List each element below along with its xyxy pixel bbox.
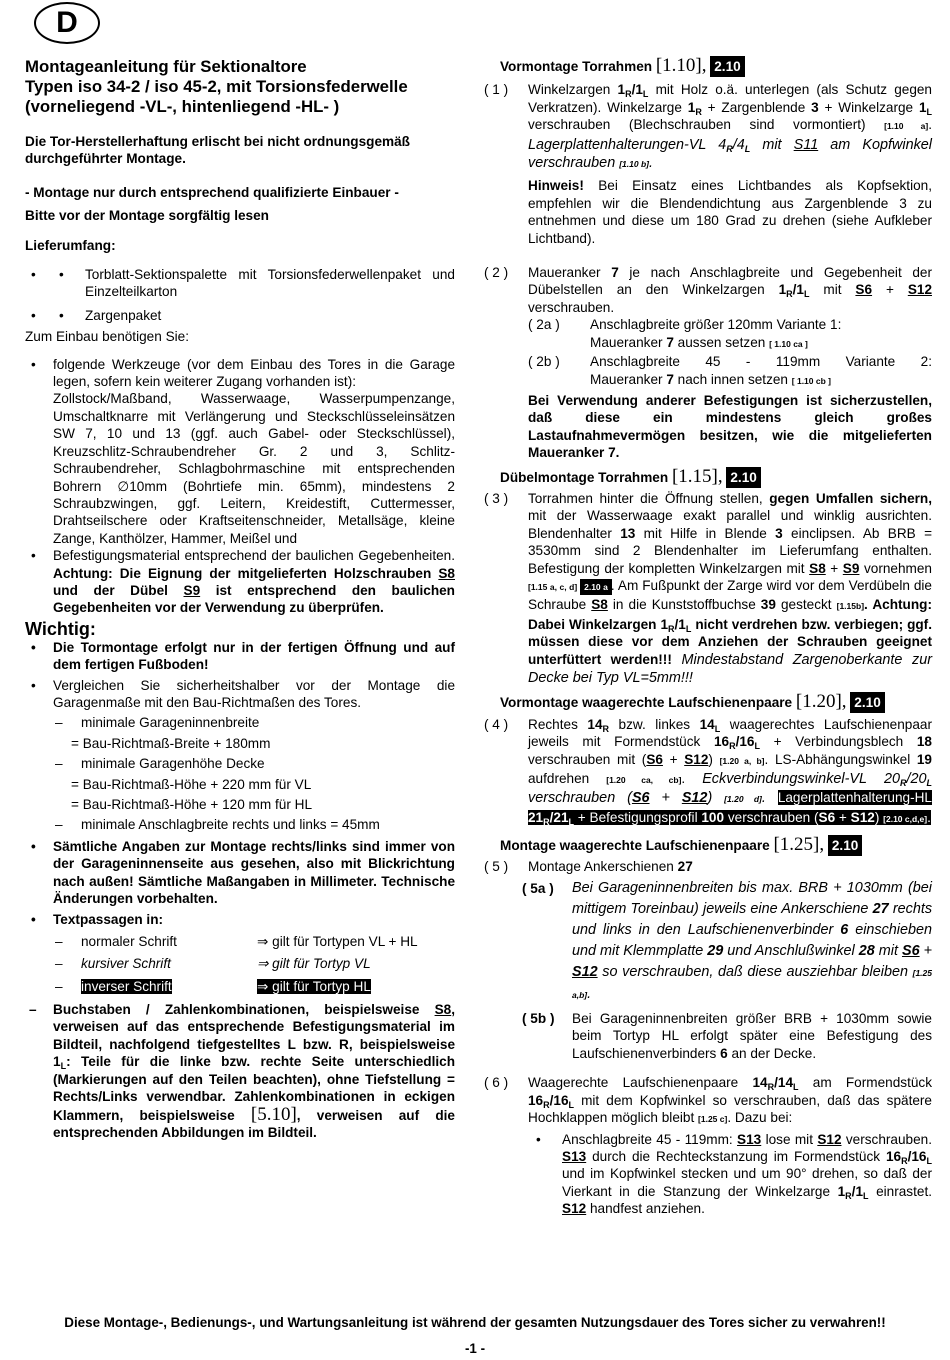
- text-inverse-value: ⇒ gilt für Tortyp HL: [257, 978, 371, 994]
- text-heading: • Textpassagen in:: [25, 911, 455, 928]
- legend-text-b: , verweisen auf das entsprechende Befestigungsmaterial im Bildteil, nachfolgend tiefgestelltes L bzw. R, beispielsweise 1: [53, 1002, 455, 1070]
- title-line-3: (vorneliegend -VL-, hintenliegend -HL- ): [25, 97, 340, 116]
- warranty-note: Die Tor-Herstellerhaftung erlischt bei nicht ordnungsgemäß durchgeführter Montage.: [25, 134, 410, 167]
- step-3-number: ( 3 ): [484, 490, 509, 506]
- title-line-2: Typen iso 34-2 / iso 45-2, mit Torsionsfederwelle: [25, 77, 408, 96]
- heading-duebelmontage: Dübelmontage Torrahmen [1.15], 2.10: [484, 468, 932, 486]
- scope-item-2: • • Zargenpaket: [25, 307, 455, 324]
- dim-2-eq-vl: = Bau-Richtmaß-Höhe + 220 mm für VL: [71, 776, 312, 792]
- text-normal-label: normaler Schrift: [81, 933, 177, 949]
- page-number: -1 -: [464, 1341, 486, 1356]
- legend-text-d: , verweisen auf die entsprechenden Abbildungen im Bildteil.: [53, 1107, 455, 1140]
- dim-2-eq-hl: = Bau-Richtmaß-Höhe + 120 mm für HL: [71, 797, 313, 812]
- dim-3: – minimale Anschlagbreite rechts und links = 45mm: [25, 816, 455, 833]
- step-5: ( 5 ) Montage Ankerschienen 27: [484, 858, 693, 874]
- legend-text-a: Buchstaben / Zahlenkombinationen, beispielsweise: [53, 1002, 435, 1018]
- heading-vormontage-laufschienen: Vormontage waagerechte Laufschienenpaare [1.20], 2.10: [484, 693, 932, 711]
- step-2a-number: ( 2a ): [528, 317, 560, 333]
- text-italic-value: ⇒ gilt für Tortyp VL: [257, 956, 371, 972]
- scope-item-1: • • Torblatt-Sektionspalette mit Torsionsfederwellenpaket und Einzelteilkarton: [25, 266, 455, 301]
- title-line-1: Montageanleitung für Sektionaltore: [25, 57, 307, 76]
- important-3: • Sämtliche Angaben zur Montage rechts/links sind immer von der Garageninnenseite aus gesehen, also mit Blickrichtung nach außen! Sämtliche Maßangaben in Millimeter. Technische Änderungen vorbehalten.: [25, 838, 455, 908]
- legend-paragraph: – Buchstaben / Zahlenkombinationen, beispielsweise S8, verweisen auf das entsprechende Befestigungsmaterial im Bildteil, nachfolgend tiefgestelltes L bzw. R, beispielsweise $1_L$: Teile für die linke bzw. rechte Seite unterschiedlich (Markierungen auf den Teilen beachten), ohne Tiefstellung = Rechts/Links verwendbar. Zahlenkombinationen in eckigen Klammern, beispielsweise [5.10], verweisen auf die entsprechenden Abbildungen im Bildteil.: [29, 1002, 455, 1140]
- text-italic-label: kursiver Schrift: [81, 956, 171, 972]
- text-inverse-label: inverser Schrift: [81, 978, 172, 994]
- right-column: [484, 57, 932, 1218]
- step-5b-number: ( 5b ): [522, 1011, 555, 1027]
- text-inverse-row: [25, 978, 455, 995]
- step-2b: ( 2b ) Anschlagbreite 45 - 119mm Variante 2: Maueranker 7 nach innen setzen [ 1.10 cb ]: [528, 354, 932, 387]
- scope-heading: Lieferumfang:: [25, 237, 116, 253]
- ref-s9: S9: [183, 582, 201, 598]
- step-6: ( 6 ) Waagerechte Laufschienenpaare $14_R/14_L$ am Formendstück $16_R/16_L$ mit dem Kopfwinkel so verschrauben, daß das spätere Hochklappen möglich bleibt [1.25 c]. Dazu bei:: [484, 1075, 933, 1126]
- step-1: ( 1 ) Winkelzargen $1_R/1_L$ mit Holz o.ä. unterlegen (als Schutz gegen Verkratzen). Winkelzarge $1_R$ + Zargenblende 3 + Winkelzarge $1_L$ verschrauben (Blechschrauben sind vormontiert) [1.10 a]. Lagerplattenhalterungen-VL $4_R/4_L$ mit S11 am Kopfwinkel verschrauben [1.10 b]. Hinweis! Bei Einsatz eines Lichtbandes als Kopfsektion, empfehlen wir die Blendendichtung aus Zargenblende 3 zu entnehmen und diese um 180 Grad zu drehen (siehe Aufkleber Lichtband).: [484, 82, 932, 246]
- heading-vormontage-torrahmen: Vormontage Torrahmen [1.10], 2.10: [484, 57, 932, 75]
- text-normal-value: ⇒ gilt für Tortypen VL + HL: [257, 933, 418, 949]
- legend-sub-l: L: [60, 1061, 67, 1072]
- fixing-text-b: Achtung: Die Eignung der mitgelieferten Holzschrauben: [53, 565, 439, 581]
- step-3: ( 3 ) Torrahmen hinter die Öffnung stellen, gegen Umfallen sichern, mit der Wasserwaage exakt parallel und winklig ausrichten. Blendenhalter 13 mit Hilfe in Blende 3 einclipsen. Ab BRB = 3530mm sind 2 Blendenhalter im Lieferumfang enthalten. Befestigung der kompletten Winkelzargen mit S8 + S9 vornehmen [1.15 a, c, d] 2.10 a . Am Fußpunkt der Zarge wird vor dem Verdübeln die Schraube S8 in die Kunststoffbuchse 39 gesteckt [1.15b]. Achtung: Dabei Winkelzargen $1_R/1_L$ nicht verdrehen bzw. verbiegen; ggf. müssen diese vor dem Anziehen der Schrauben geeignet unterfüttert werden!!! Mindestabstand Zargenoberkante zur Decke bei Typ VL=5mm!!!: [484, 490, 933, 686]
- dim-1: – minimale Garageninnenbreite: [25, 714, 455, 731]
- step-5a: ( 5a ) Bei Garageninnenbreiten bis max. BRB + 1030mm (bei mittigem Toreinbau) jeweils eine Ankerschiene 27 rechts und links in den Laufschienenverbinder 6 einschieben und mit Klemmplatte 29 und Anschlußwinkel 28 mit S6 + S12 so verschrauben, daß diese ausziehbar bleiben [1.25 a,b].: [522, 880, 933, 1003]
- step-2a: ( 2a ) Anschlagbreite größer 120mm Variante 1: Maueranker 7 aussen setzen [ 1.10 ca ]: [528, 317, 842, 350]
- legend-ref-510: [5.10]: [250, 1103, 297, 1125]
- read-first-note: Bitte vor der Montage sorgfältig lesen: [25, 208, 269, 224]
- tools-list: Zollstock/Maßband, Wasserwaage, Wasserpumpenzange, Umschaltknarre mit Verlängerung und Steckschlüsseleinsätzen SW 7, 10 und 13 (ggf. auch Gabel- oder Steckschlüssel), Kreuzschlitz-Schraubendreher Gr. 2 und 3, Schlitz-Schraubendreher, Schlagbohrmaschine mit entsprechenden Bohrern ∅10mm (Bohrtiefe min. 65mm), mindestens 2 Schraubzwingen, ggf. Leitern, Kreidestift, Cuttermesser, Drahtseilschere oder Kraftseitenschneider, Metallsäge, kleine Zange, Kanthölzer, Hammer, Meißel und: [53, 391, 455, 546]
- qualified-note: - Montage nur durch entsprechend qualifizierte Einbauer -: [25, 184, 399, 200]
- important-2: • Vergleichen Sie sicherheitshalber vor der Montage die Garagenmaße mit den Bau-Richtmaßen des Tores.: [25, 677, 455, 712]
- step-6-bullet: • Anschlagbreite 45 - 119mm: S13 lose mit S12 verschrauben. S13 durch die Rechteckstanzung im Formendstück $16_R/16_L$ und im Kopfwinkel stecken und um 90° drehen, so daß der Vierkant in die Stanzung der Winkelzarge $1_R/1_L$ einrastet. S12 handfest anziehen.: [536, 1131, 933, 1217]
- dim-2: – minimale Garagenhöhe Decke: [25, 755, 455, 772]
- step-4: ( 4 ) Rechtes $14_R$ bzw. linkes $14_L$ waagerechtes Laufschienenpaar jeweils mit Formendstück $16_R/16_L$ + Verbindungsblech 18 verschrauben mit (S6 + S12) [1.20 a, b]. LS-Abhängungswinkel 19 aufdrehen [1.20 ca, cb]. Eckverbindungswinkel-VL $20_R/20_L$ verschrauben (S6 + S12) [1.20 d]. Lagerplattenhalterung-HL $21_R/21_L$ + Befestigungsprofil 100 verschrauben (S6 + S12) [2.10 c,d,e].: [484, 716, 932, 827]
- heading-montage-laufschienen: Montage waagerechte Laufschienenpaare [1.25], 2.10: [484, 836, 932, 854]
- need-heading: Zum Einbau benötigen Sie:: [25, 329, 189, 345]
- step-5-number: ( 5 ): [484, 858, 509, 874]
- text-normal-row: [25, 933, 455, 950]
- step-2b-number: ( 2b ): [528, 354, 560, 370]
- step-2: ( 2 ) Maueranker 7 je nach Anschlagbreite und Gegebenheit der Dübelstellen an den Winkelzargen $1_R/1_L$ mit S6 + S12 verschrauben.: [484, 265, 933, 315]
- ref-s8: S8: [438, 565, 455, 581]
- left-column: [25, 57, 455, 1141]
- hint-text: Bei Einsatz eines Lichtbandes als Kopfsektion, empfehlen wir die Blendendichtung aus Zargenblende 3 zu entnehmen und diese um 180 Grad zu drehen (siehe Aufkleber Lichtband).: [528, 178, 932, 246]
- tools-intro: • folgende Werkzeuge (vor dem Einbau des Tores in die Garage legen, sofern kein weiterer Zugang vorhanden ist):: [25, 356, 455, 391]
- footer-note: Diese Montage-, Bedienungs-, und Wartungsanleitung ist während der gesamten Nutzungsdauer des Tores sicher zu verwahren!!: [64, 1315, 886, 1330]
- dim-1-eq: = Bau-Richtmaß-Breite + 180mm: [71, 735, 271, 751]
- important-heading: Wichtig:: [25, 618, 96, 639]
- ref-box-210: 2.10: [711, 57, 743, 76]
- fixing-text-a: Befestigungsmaterial entsprechend der baulichen Gegebenheiten.: [53, 548, 455, 564]
- important-1: • Die Tormontage erfolgt nur in der fertigen Öffnung und auf dem fertigen Fußboden!: [25, 639, 455, 674]
- scope-item-2-text: Zargenpaket: [85, 307, 162, 323]
- step-5a-number: ( 5a ): [522, 881, 554, 897]
- fixing-material: [25, 547, 455, 617]
- legend-text-c: : Teile für die linke bzw. rechte Seite unterschiedlich (Markierungen auf den Teilen beachten), ohne Tiefstellung = Rechts/Links verwendbar. Zahlenkombinationen in eckigen Klammern, beispielsweise: [53, 1054, 455, 1123]
- step-4-number: ( 4 ): [484, 716, 509, 732]
- logo-letter: D: [56, 6, 78, 39]
- step-6-number: ( 6 ): [484, 1075, 509, 1091]
- step-2-warning: Bei Verwendung anderer Befestigungen ist sicherzustellen, daß diese ein mindestens gleich großes Lastaufnahmevermögen besitzen, wie die mitgelieferten Maueranker 7.: [528, 392, 932, 461]
- hint-label: Hinweis!: [528, 178, 584, 194]
- fixing-text-d: ist entsprechend den baulichen Gegebenheiten vor der Verwendung zu überprüfen.: [53, 582, 455, 616]
- scope-item-1-text: Torblatt-Sektionspalette mit Torsionsfederwellenpaket und Einzelteilkarton: [85, 267, 455, 300]
- legend-ref-s8: S8: [434, 1002, 452, 1018]
- step-1-number: ( 1 ): [484, 82, 509, 98]
- text-italic-row: [25, 955, 455, 972]
- step-2-number: ( 2 ): [484, 265, 509, 281]
- step-5b: ( 5b ) Bei Garageninnenbreiten größer BRB + 1030mm sowie beim Tortyp HL erfolgt später eine Befestigung des Laufschienenverbinders 6 an der Decke.: [522, 1011, 932, 1061]
- country-logo-d: [34, 2, 100, 44]
- fixing-text-c: und der Dübel: [53, 582, 184, 598]
